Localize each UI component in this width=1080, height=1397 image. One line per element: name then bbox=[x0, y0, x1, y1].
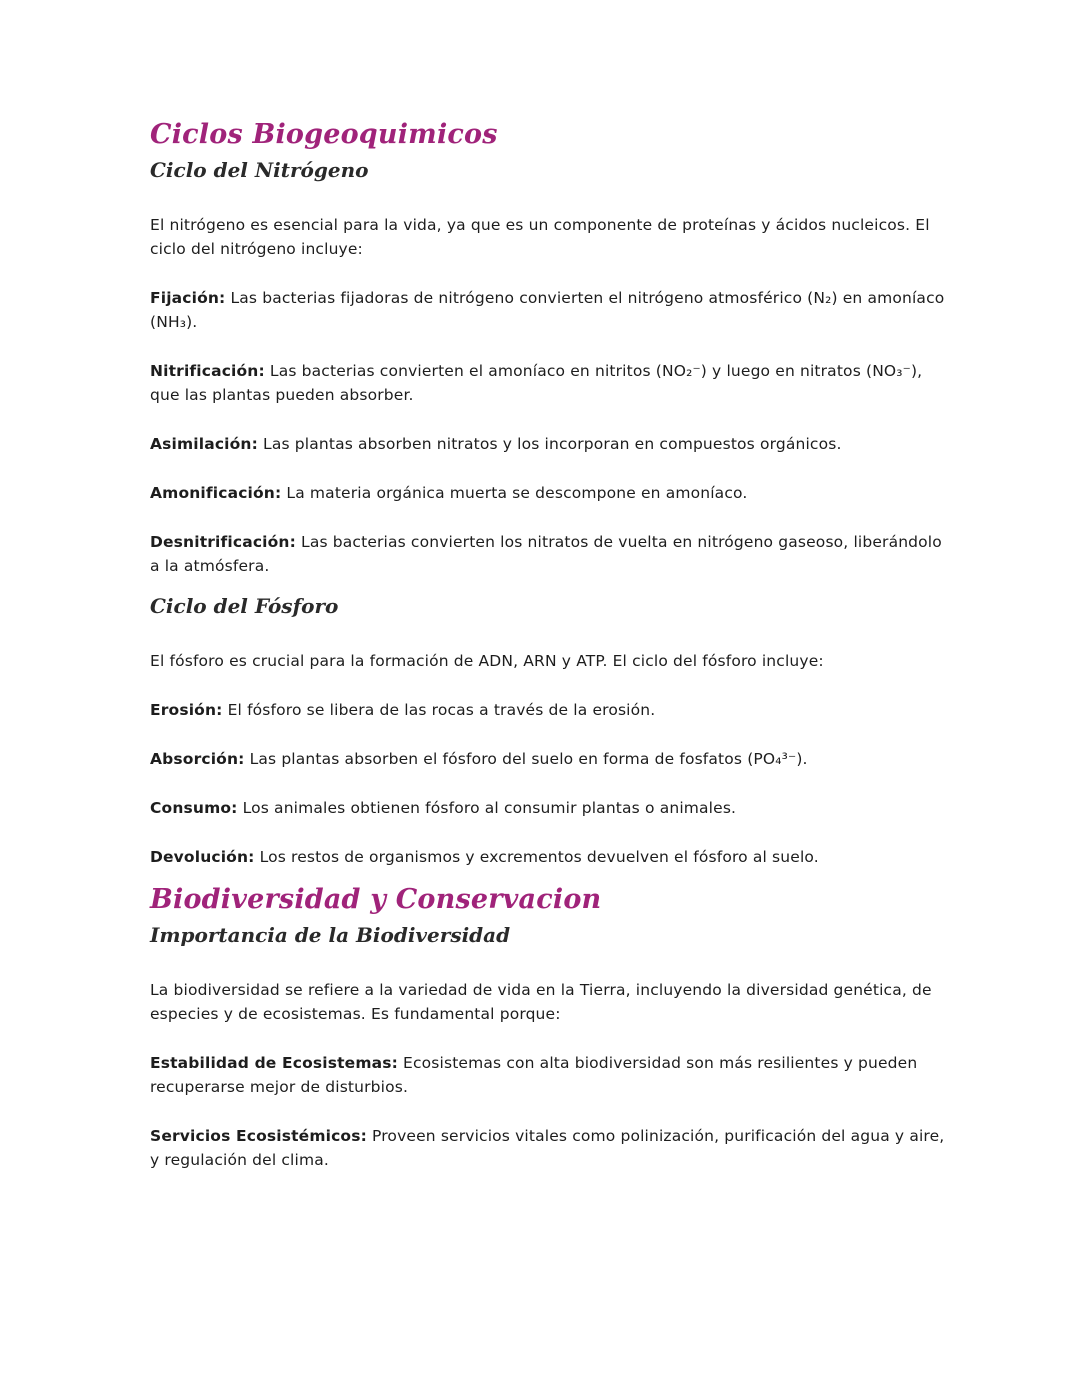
term-text: Los animales obtienen fósforo al consumir plantas o animales. bbox=[237, 799, 737, 817]
term-text: Las bacterias convierten los nitratos de vuelta en nitrógeno gaseoso, liberándolo a la atmósfera. bbox=[150, 533, 942, 575]
subsection-title-nitrogen-cycle: Ciclo del Nitrógeno bbox=[150, 158, 369, 182]
nitrogen-item-denitrification bbox=[150, 530, 950, 578]
nitrogen-item-fixation bbox=[150, 286, 950, 334]
biodiversity-intro: La biodiversidad se refiere a la variedad de vida en la Tierra, incluyendo la diversidad genética, de especies y de ecosistemas. Es fundamental porque: bbox=[150, 981, 932, 1023]
term-label: Consumo: bbox=[150, 799, 238, 817]
biodiversity-item-services bbox=[150, 1124, 950, 1172]
nitrogen-item-assimilation bbox=[150, 432, 950, 456]
nitrogen-item-nitrification bbox=[150, 359, 950, 407]
phosphorus-item-consumption bbox=[150, 796, 950, 820]
term-text: Las plantas absorben el fósforo del suelo en forma de fosfatos (PO₄³⁻). bbox=[244, 750, 808, 768]
phosphorus-item-absorption bbox=[150, 747, 950, 771]
phosphorus-item-erosion bbox=[150, 698, 950, 722]
term-label: Fijación: bbox=[150, 289, 226, 307]
term-label: Nitrificación: bbox=[150, 362, 265, 380]
term-text: Las bacterias convierten el amoníaco en nitritos (NO₂⁻) y luego en nitratos (NO₃⁻), que las plantas pueden absorber. bbox=[150, 362, 923, 404]
biodiversity-item-stability bbox=[150, 1051, 950, 1099]
nitrogen-intro: El nitrógeno es esencial para la vida, ya que es un componente de proteínas y ácidos nucleicos. El ciclo del nitrógeno incluye: bbox=[150, 216, 930, 258]
term-label: Estabilidad de Ecosistemas: bbox=[150, 1054, 398, 1072]
subsection-title-phosphorus-cycle: Ciclo del Fósforo bbox=[150, 594, 339, 618]
term-label: Desnitrificación: bbox=[150, 533, 296, 551]
term-text: La materia orgánica muerta se descompone en amoníaco. bbox=[281, 484, 748, 502]
term-text: Las bacterias fijadoras de nitrógeno convierten el nitrógeno atmosférico (N₂) en amoníaco (NH₃). bbox=[150, 289, 945, 331]
term-label: Amonificación: bbox=[150, 484, 282, 502]
phosphorus-intro: El fósforo es crucial para la formación de ADN, ARN y ATP. El ciclo del fósforo incluye: bbox=[150, 652, 824, 670]
nitrogen-item-ammonification bbox=[150, 481, 950, 505]
document-page bbox=[150, 118, 950, 1172]
term-text: Proveen servicios vitales como polinización, purificación del agua y aire, y regulación del clima. bbox=[150, 1127, 945, 1169]
section-title-biodiversity: Biodiversidad y Conservacion bbox=[150, 884, 602, 915]
term-label: Devolución: bbox=[150, 848, 255, 866]
term-label: Erosión: bbox=[150, 701, 223, 719]
term-text: El fósforo se libera de las rocas a través de la erosión. bbox=[222, 701, 656, 719]
term-text: Ecosistemas con alta biodiversidad son más resilientes y pueden recuperarse mejor de disturbios. bbox=[150, 1054, 918, 1096]
term-text: Los restos de organismos y excrementos devuelven el fósforo al suelo. bbox=[254, 848, 819, 866]
phosphorus-item-return bbox=[150, 845, 950, 869]
term-text: Las plantas absorben nitratos y los incorporan en compuestos orgánicos. bbox=[257, 435, 842, 453]
subsection-title-biodiversity-importance: Importancia de la Biodiversidad bbox=[150, 923, 511, 947]
section-title-biogeochemical-cycles: Ciclos Biogeoquimicos bbox=[150, 119, 498, 150]
term-label: Absorción: bbox=[150, 750, 245, 768]
term-label: Asimilación: bbox=[150, 435, 258, 453]
term-label: Servicios Ecosistémicos: bbox=[150, 1127, 367, 1145]
